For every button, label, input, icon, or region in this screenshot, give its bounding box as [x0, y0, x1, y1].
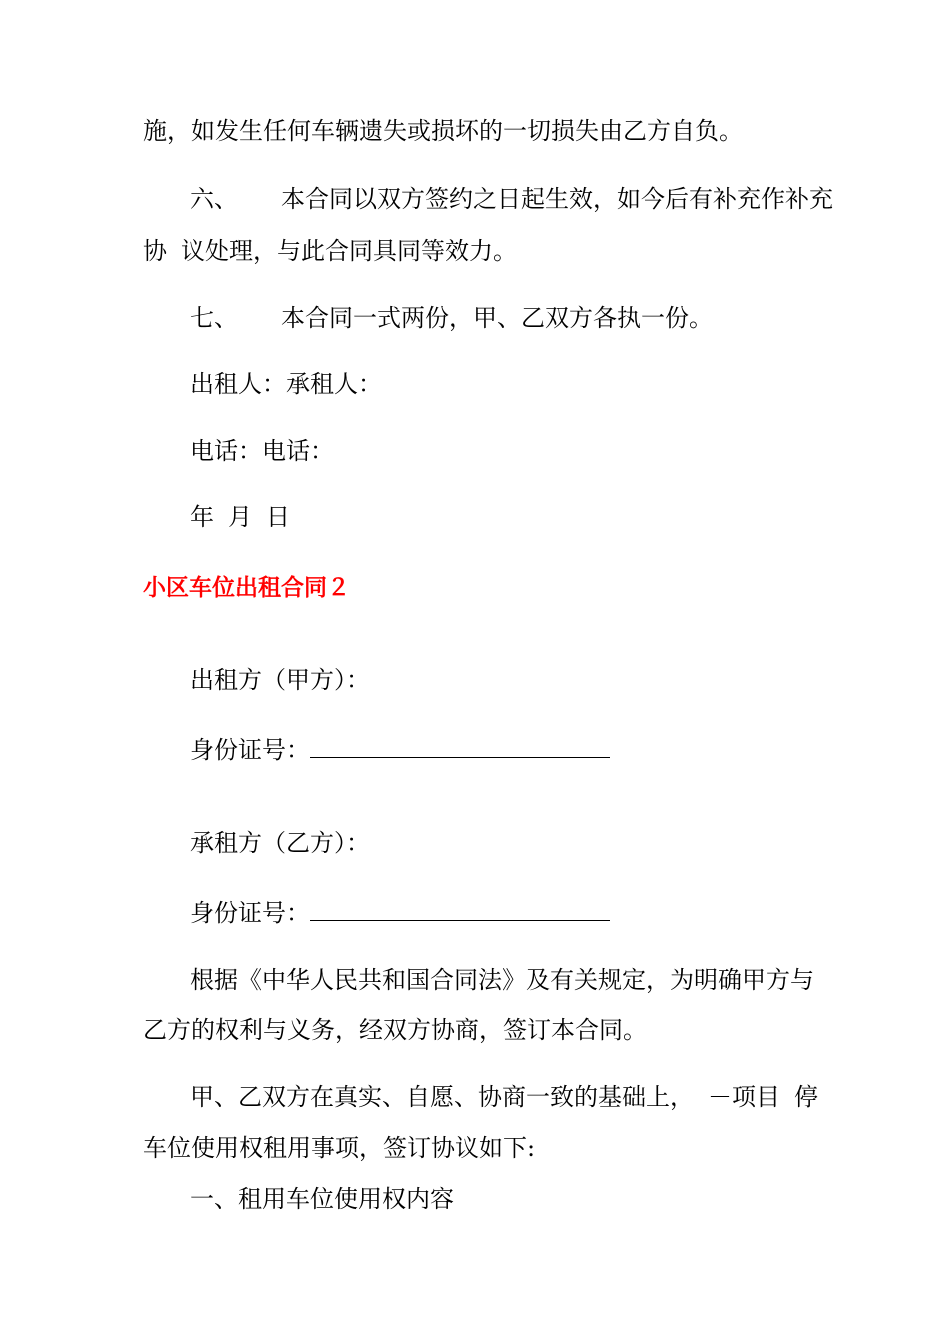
lessor-line: 出租方（甲方）： — [190, 666, 370, 694]
signature-phones: 电话：电话： — [190, 437, 334, 465]
clause-6-text: 本合同以双方签约之日起生效，如今后有补充作补充 — [281, 185, 833, 213]
agreement-line-2: 车位使用权租用事项，签订协议如下: — [143, 1134, 536, 1162]
signature-date — [190, 501, 290, 533]
lessee-id-label: 身份证号： — [190, 899, 310, 927]
lessee-id-blank — [310, 898, 610, 921]
lessee-id-line — [190, 897, 610, 929]
lessor-id-blank — [310, 735, 610, 758]
lessee-line: 承租方（乙方）： — [190, 829, 370, 857]
agreement-text-c: 停 — [794, 1083, 818, 1111]
clause-6-text-a: 协 — [143, 237, 167, 265]
agreement-line-1 — [190, 1081, 818, 1113]
section-heading: 小区车位出租合同２ — [143, 575, 350, 601]
clause-6-text-b: 议处理，与此合同具同等效力。 — [181, 237, 517, 265]
lessor-id-label: 身份证号： — [190, 736, 310, 764]
date-year: 年 — [190, 503, 214, 531]
clause-6-line-1 — [190, 183, 833, 215]
section-1-title: 一、租用车位使用权内容 — [190, 1185, 454, 1213]
clause-7-number: 七、 — [190, 304, 238, 332]
signature-parties: 出租人：承租人： — [190, 370, 382, 398]
paragraph-continuation: 施，如发生任何车辆遗失或损坏的一切损失由乙方自负。 — [143, 117, 743, 145]
basis-line-2: 乙方的权利与义务，经双方协商，签订本合同。 — [143, 1016, 647, 1044]
lessor-id-line — [190, 734, 610, 766]
clause-7-text: 本合同一式两份，甲、乙双方各执一份。 — [281, 304, 713, 332]
clause-7 — [190, 302, 713, 334]
date-day: 日 — [266, 503, 290, 531]
date-month: 月 — [228, 503, 252, 531]
agreement-text-b: －项目 — [708, 1083, 780, 1111]
clause-6-line-2 — [143, 235, 517, 267]
basis-line-1: 根据《中华人民共和国合同法》及有关规定，为明确甲方与 — [190, 966, 814, 994]
agreement-text-a: 甲、乙双方在真实、自愿、协商一致的基础上， — [190, 1083, 694, 1111]
clause-6-number: 六、 — [190, 185, 238, 213]
